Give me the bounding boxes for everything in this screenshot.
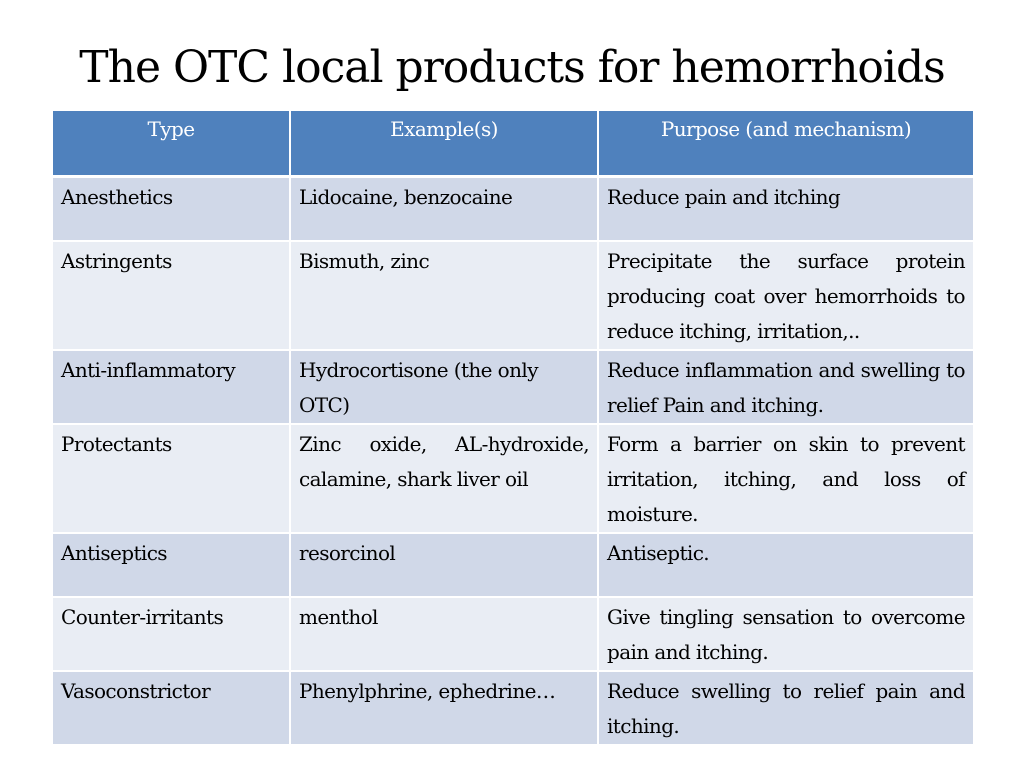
purpose-cell: Reduce swelling to relief pain and itching.	[598, 671, 974, 745]
otc-products-table	[51, 109, 975, 746]
examples-cell: Bismuth, zinc	[290, 241, 598, 350]
table-row	[52, 241, 974, 350]
header-examples: Example(s)	[290, 110, 598, 177]
purpose-cell: Form a barrier on skin to prevent irritation, itching, and loss of moisture.	[598, 424, 974, 533]
examples-cell: Hydrocortisone (the only OTC)	[290, 350, 598, 424]
slide-title: The OTC local products for hemorrhoids	[79, 42, 945, 93]
table-row	[52, 424, 974, 533]
type-cell: Anesthetics	[52, 177, 290, 242]
purpose-cell: Reduce inflammation and swelling to relief Pain and itching.	[598, 350, 974, 424]
type-cell: Astringents	[52, 241, 290, 350]
header-type: Type	[52, 110, 290, 177]
header-purpose: Purpose (and mechanism)	[598, 110, 974, 177]
table-row	[52, 350, 974, 424]
table-row	[52, 597, 974, 671]
examples-cell: menthol	[290, 597, 598, 671]
examples-cell: Lidocaine, benzocaine	[290, 177, 598, 242]
table-header-row	[52, 110, 974, 177]
type-cell: Anti-inflammatory	[52, 350, 290, 424]
type-cell: Protectants	[52, 424, 290, 533]
type-cell: Antiseptics	[52, 533, 290, 597]
type-cell: Counter-irritants	[52, 597, 290, 671]
purpose-cell: Precipitate the surface protein producing coat over hemorrhoids to reduce itching, irritation,..	[598, 241, 974, 350]
type-cell: Vasoconstrictor	[52, 671, 290, 745]
examples-cell: Zinc oxide, AL-hydroxide, calamine, shark liver oil	[290, 424, 598, 533]
examples-cell: resorcinol	[290, 533, 598, 597]
examples-cell: Phenylphrine, ephedrine…	[290, 671, 598, 745]
purpose-cell: Give tingling sensation to overcome pain and itching.	[598, 597, 974, 671]
table-row	[52, 533, 974, 597]
table-row	[52, 671, 974, 745]
purpose-cell: Antiseptic.	[598, 533, 974, 597]
table-row	[52, 177, 974, 242]
purpose-cell: Reduce pain and itching	[598, 177, 974, 242]
